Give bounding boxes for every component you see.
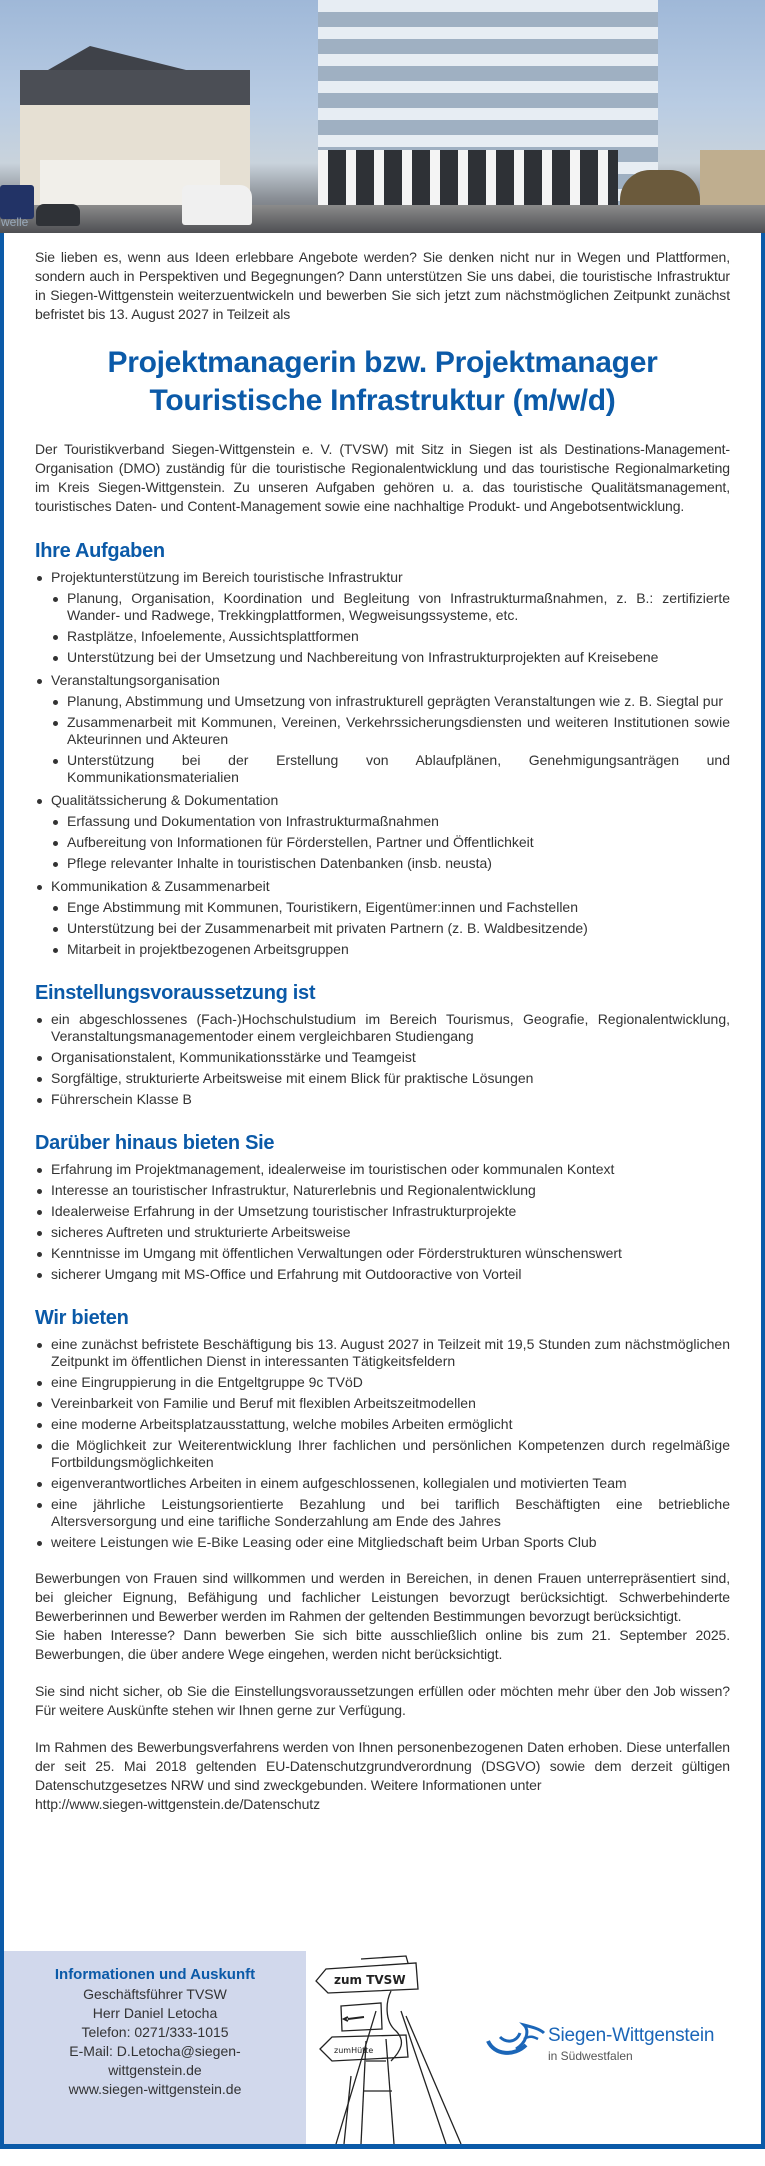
signpost-illustration: [306, 1951, 476, 2144]
sub-list-item: Enge Abstimmung mit Kommunen, Touristikern, Eigentümer:innen und Fachstellen: [51, 899, 730, 916]
voraussetzung-list: [35, 1011, 730, 1108]
list-item: Interesse an touristischer Infrastruktur, Naturerlebnis und Regionalentwicklung: [35, 1182, 730, 1199]
sub-list: [51, 813, 730, 872]
signpost-hiker-icon: [306, 1951, 476, 2144]
list-item: sicherer Umgang mit MS-Office und Erfahrung mit Outdooractive von Vorteil: [35, 1266, 730, 1283]
list-item-label: Qualitätssicherung & Dokumentation: [51, 792, 279, 808]
heading-voraussetzung: Einstellungsvoraussetzung ist: [35, 982, 316, 1004]
contact-phone: Telefon: 0271/333-1015: [81, 2024, 229, 2040]
list-item: ein abgeschlossenes (Fach-)Hochschulstudium im Bereich Tourismus, Geografie, Regionalentwicklung, Veranstaltungsmanagementoder einem vergleichbaren Studiengang: [35, 1011, 730, 1045]
sub-list-item: Planung, Organisation, Koordination und Begleitung von Infrastrukturmaßnahmen, z. B.: zertifizierte Wander- und Radwege, Trekkingplattformen, Wegweisungssysteme, etc.: [51, 590, 730, 624]
list-item-label: Veranstaltungsorganisation: [51, 672, 220, 688]
footer: [4, 1951, 761, 2144]
list-item: eigenverantwortliches Arbeiten in einem aufgeschlossenen, kollegialen und motivierten Team: [35, 1475, 730, 1492]
contact-info-box: [4, 1951, 306, 2144]
list-item: Sorgfältige, strukturierte Arbeitsweise mit einem Blick für praktische Lösungen: [35, 1070, 730, 1087]
aufgaben-list: [35, 569, 730, 958]
apply-paragraph: Sie haben Interesse? Dann bewerben Sie sich bitte ausschließlich online bis zum 21. September 2025. Bewerbungen, die über andere Wege eingehen, werden nicht berücksichtigt.: [35, 1627, 730, 1662]
sub-list-item: Erfassung und Dokumentation von Infrastrukturmaßnahmen: [51, 813, 730, 830]
list-item: die Möglichkeit zur Weiterentwicklung Ihrer fachlichen und persönlichen Kompetenzen durch regelmäßige Fortbildungsmöglichkeiten: [35, 1437, 730, 1471]
heading-darueber: Darüber hinaus bieten Sie: [35, 1132, 275, 1154]
contact-email[interactable]: E-Mail: D.Letocha@siegen-: [69, 2043, 241, 2059]
logo-subtitle: in Südwestfalen: [548, 2049, 633, 2063]
intro-paragraph: Sie lieben es, wenn aus Ideen erlebbare Angebote werden? Sie denken nicht nur in Wegen und Plattformen, sondern auch in Perspektiven und Begegnungen? Dann unterstützen Sie uns dabei, die touristische Infrastruktur in Siegen-Wittgenstein weiterzuentwickeln und bewerben Sie sich jetzt zum nächstmöglichen Zeitpunkt zunächst befristet bis 13. August 2027 in Teilzeit als: [35, 249, 730, 322]
sub-list-item: Zusammenarbeit mit Kommunen, Vereinen, Verkehrssicherungsdiensten und weiteren Institutionen sowie Akteurinnen und Akteuren: [51, 714, 730, 748]
privacy-link[interactable]: http://www.siegen-wittgenstein.de/Datenschutz: [35, 1796, 320, 1812]
contact-role: Geschäftsführer TVSW: [83, 1986, 227, 2002]
list-item: sicheres Auftreten und strukturierte Arbeitsweise: [35, 1224, 730, 1241]
heading-aufgaben: Ihre Aufgaben: [35, 540, 165, 562]
contact-name: Herr Daniel Letocha: [92, 2005, 218, 2021]
heading-wir-bieten: Wir bieten: [35, 1307, 129, 1329]
list-item: eine moderne Arbeitsplatzausstattung, welche mobiles Arbeiten ermöglicht: [35, 1416, 730, 1433]
list-item: Idealerweise Erfahrung in der Umsetzung touristischer Infrastrukturprojekte: [35, 1203, 730, 1220]
list-item: [35, 672, 730, 786]
list-item: weitere Leistungen wie E-Bike Leasing oder eine Mitgliedschaft beim Urban Sports Club: [35, 1534, 730, 1551]
list-item: Organisationstalent, Kommunikationsstärke und Teamgeist: [35, 1049, 730, 1066]
job-title-line2: Touristische Infrastruktur (m/w/d): [149, 384, 616, 417]
photo-car: [36, 204, 80, 226]
sub-list-item: Mitarbeit in projektbezogenen Arbeitsgruppen: [51, 941, 730, 958]
photo-road: [0, 205, 765, 233]
contact-title: Informationen und Auskunft: [54, 1966, 256, 1983]
sub-list-item: Aufbereitung von Informationen für Förderstellen, Partner und Öffentlichkeit: [51, 834, 730, 851]
list-item: Führerschein Klasse B: [35, 1091, 730, 1108]
photo-van-white: [182, 185, 252, 225]
job-title-line1: Projektmanagerin bzw. Projektmanager: [107, 346, 658, 379]
signpost-text-huette: zumHütte: [334, 2046, 374, 2055]
wir-bieten-list: [35, 1336, 730, 1551]
main-content: [35, 248, 730, 1814]
broken-image-icon: [1, 215, 39, 233]
list-item: Kenntnisse im Umgang mit öffentlichen Verwaltungen oder Förderstrukturen wünschenswert: [35, 1245, 730, 1262]
equality-paragraph: Bewerbungen von Frauen sind willkommen und werden in Bereichen, in denen Frauen unterrepräsentiert sind, bei gleicher Eignung, Befähigung und fachlicher Leistungen bevorzugt berücksichtigt. Schwerbehinderte Bewerberinnen und Bewerber werden im Rahmen der geltenden Bestimmungen bevorzugt berücksichtigt.: [35, 1570, 730, 1624]
header-photo: [0, 0, 765, 233]
list-item: [35, 569, 730, 666]
sub-list-item: Pflege relevanter Inhalte in touristischen Datenbanken (insb. neusta): [51, 855, 730, 872]
sub-list-item: Rastplätze, Infoelemente, Aussichtsplattformen: [51, 628, 730, 645]
list-item: [35, 878, 730, 958]
contact-email-cont[interactable]: wittgenstein.de: [108, 2062, 202, 2078]
list-item: eine zunächst befristete Beschäftigung bis 13. August 2027 in Teilzeit mit 19,5 Stunden zum nächstmöglichen Zeitpunkt im öffentlichen Dienst in interessanten Tätigkeitsfeldern: [35, 1336, 730, 1370]
list-item-label: Projektunterstützung im Bereich touristische Infrastruktur: [51, 569, 403, 585]
list-item: eine Eingruppierung in die Entgeltgruppe 9c TVöD: [35, 1374, 730, 1391]
signpost-text-tvsw: zum TVSW: [334, 1973, 406, 1987]
about-paragraph: Der Touristikverband Siegen-Wittgenstein e. V. (TVSW) mit Sitz in Siegen ist als Destinations-Management-Organisation (DMO) zuständig für die touristische Regionalentwicklung und das touristische Regionalmarketing im Kreis Siegen-Wittgenstein. Zu unseren Aufgaben gehören u. a. das touristische Qualitätsmanagement, touristisches Daten- und Content-Management sowie eine nachhaltige Produkt- und Angebotsentwicklung.: [35, 441, 730, 514]
job-title: [35, 344, 730, 420]
darueber-list: [35, 1161, 730, 1283]
logo-name: Siegen-Wittgenstein: [548, 2025, 715, 2046]
sub-list-item: Unterstützung bei der Zusammenarbeit mit privaten Partnern (z. B. Waldbesitzende): [51, 920, 730, 937]
wave-logo-icon: [486, 2021, 546, 2061]
photo-van-blue: [0, 185, 34, 219]
sub-list-item: Unterstützung bei der Umsetzung und Nachbereitung von Infrastrukturprojekten auf Kreisebene: [51, 649, 730, 666]
list-item: Vereinbarkeit von Familie und Beruf mit flexiblen Arbeitszeitmodellen: [35, 1395, 730, 1412]
list-item: eine jährliche Leistungsorientierte Bezahlung und bei tariflich Beschäftigten eine betriebliche Altersversorgung und eine tarifliche Sonderzahlung am Ende des Jahres: [35, 1496, 730, 1530]
sub-list: [51, 899, 730, 958]
contact-website[interactable]: www.siegen-wittgenstein.de: [68, 2081, 242, 2097]
list-item: [35, 792, 730, 872]
sub-list: [51, 590, 730, 666]
broken-image-alt: welle: [1, 215, 29, 229]
list-item: Erfahrung im Projektmanagement, idealerweise im touristischen oder kommunalen Kontext: [35, 1161, 730, 1178]
sub-list-item: Unterstützung bei der Erstellung von Ablaufplänen, Genehmigungsanträgen und Kommunikationsmaterialien: [51, 752, 730, 786]
siegen-wittgenstein-logo: [486, 2021, 746, 2071]
privacy-text: Im Rahmen des Bewerbungsverfahrens werden von Ihnen personenbezogenen Daten erhoben. Diese unterfallen der seit 25. Mai 2018 geltenden EU-Datenschutzgrundverordnung (DSGVO) sowie dem derzeit gültigen Datenschutzgesetzes NRW und sind zweckgebunden. Weitere Informationen unter: [35, 1739, 730, 1793]
list-item-label: Kommunikation & Zusammenarbeit: [51, 878, 270, 894]
questions-paragraph: Sie sind nicht sicher, ob Sie die Einstellungsvoraussetzungen erfüllen oder möchten mehr über den Job wissen? Für weitere Auskünfte stehen wir Ihnen gerne zur Verfügung.: [35, 1683, 730, 1718]
sub-list-item: Planung, Abstimmung und Umsetzung von infrastrukturell geprägten Veranstaltungen wie z. B. Siegtal pur: [51, 693, 730, 710]
sub-list: [51, 693, 730, 786]
privacy-paragraph: [35, 1738, 730, 1814]
